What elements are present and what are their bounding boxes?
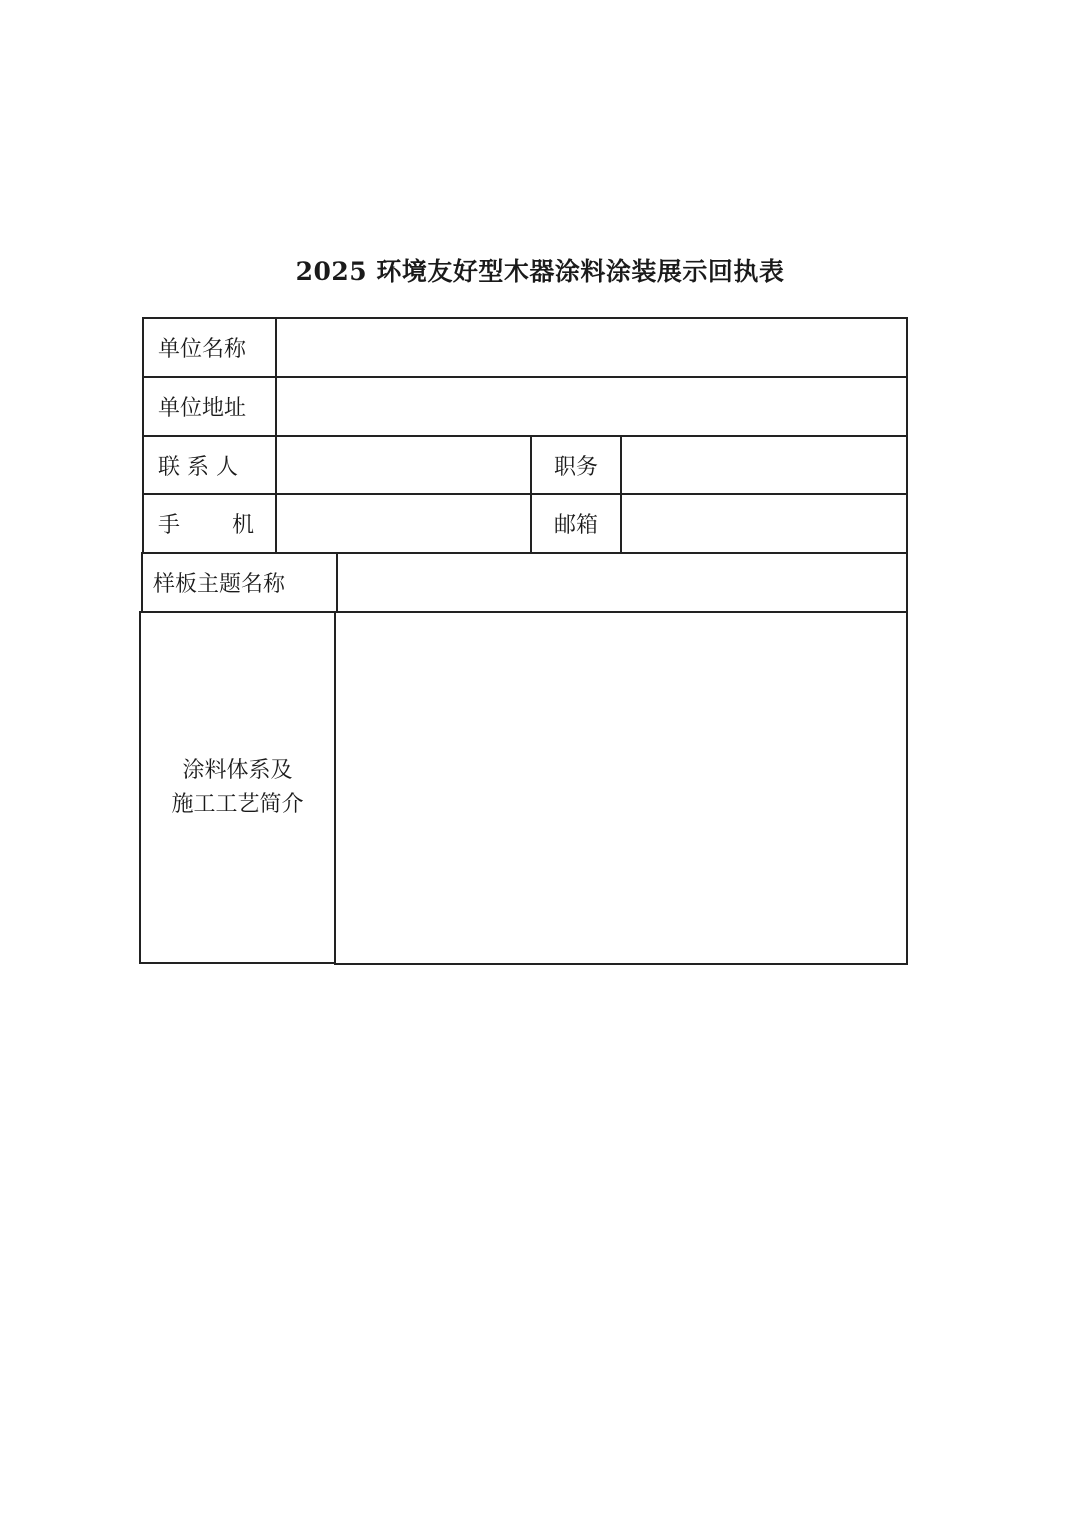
- email-label: 邮箱: [530, 493, 622, 554]
- email-field[interactable]: [620, 493, 908, 554]
- contact-field[interactable]: [275, 435, 532, 495]
- coating-system-label: [139, 611, 336, 964]
- position-label: 职务: [530, 435, 622, 495]
- page-title: 2025 环境友好型木器涂料涂装展示回执表: [295, 257, 785, 286]
- unit-name-field[interactable]: [275, 317, 908, 378]
- coating-system-label-line-1: 涂料体系及: [182, 757, 293, 783]
- position-field[interactable]: [620, 435, 908, 495]
- phone-field[interactable]: [275, 493, 532, 554]
- phone-label: [142, 493, 277, 554]
- phone-label-char-2: 机: [231, 513, 254, 538]
- phone-label-char-1: 手: [158, 513, 181, 538]
- coating-system-field[interactable]: [334, 611, 908, 965]
- sample-theme-label: 样板主题名称: [141, 552, 338, 613]
- unit-address-field[interactable]: [275, 376, 908, 437]
- unit-address-label: 单位地址: [142, 376, 277, 437]
- sample-theme-field[interactable]: [336, 552, 908, 613]
- unit-name-label: 单位名称: [142, 317, 277, 378]
- coating-system-label-line-2: 施工工艺简介: [171, 791, 304, 817]
- contact-label: 联 系 人: [142, 435, 277, 495]
